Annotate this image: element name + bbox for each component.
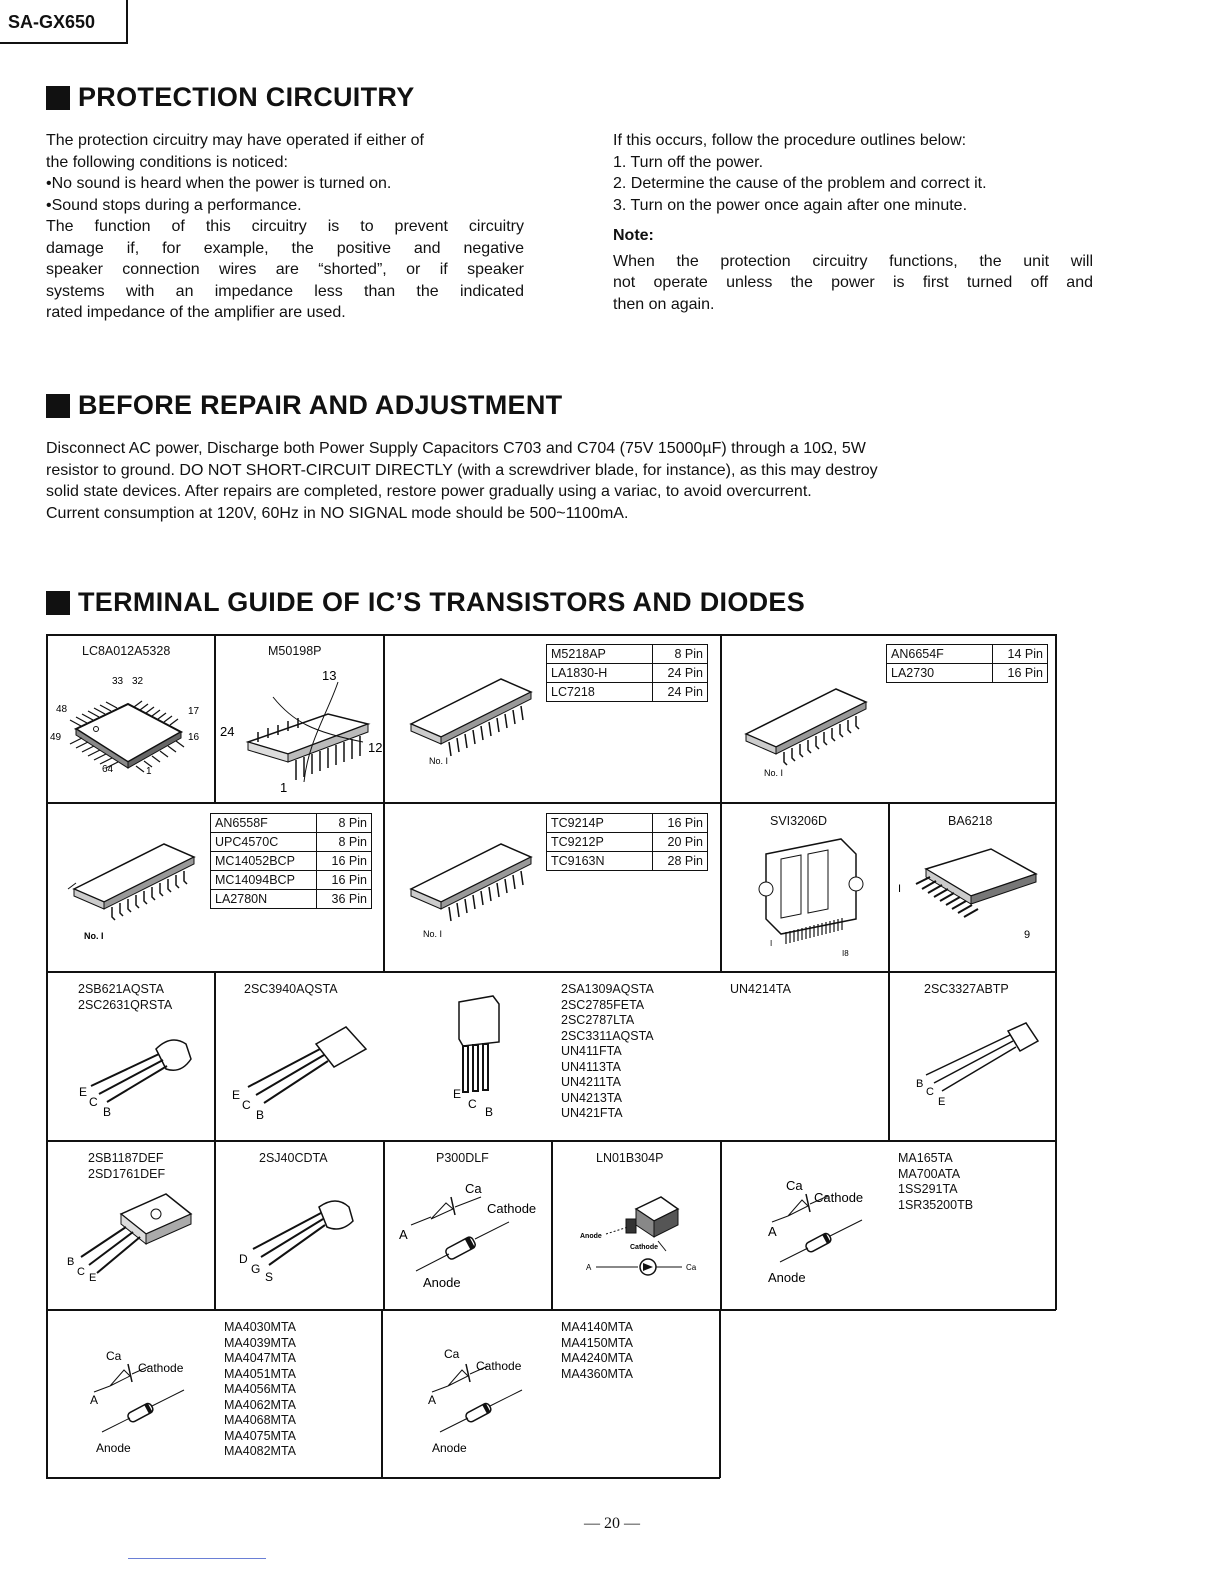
pin-label: E — [938, 1096, 946, 1108]
list-item: MA4360MTA — [561, 1366, 634, 1381]
terminal-label: Anode — [768, 1270, 806, 1285]
text-line: 1. Turn off the power. — [613, 153, 764, 171]
diode-drawing — [418, 1344, 558, 1459]
list-item: 2SA1309AQSTA — [561, 982, 654, 996]
part-label: 2SC2631QRSTA — [78, 998, 173, 1012]
list-item: MA4051MTA — [224, 1366, 297, 1381]
part-label: LN01B304P — [596, 1151, 664, 1165]
pin-label: E — [232, 1088, 241, 1102]
table-cell: LA2730 — [887, 664, 993, 683]
pin-number: 16 — [188, 732, 200, 743]
text-line: When the protection circuitry functions, the unit will — [613, 252, 1093, 270]
table-cell: 8 Pin — [653, 645, 708, 664]
list-item: MA4068MTA — [224, 1413, 297, 1427]
list-item: 1SS291TA — [898, 1182, 958, 1196]
grid-line — [214, 971, 216, 1140]
terminal-label: Anode — [580, 1233, 602, 1240]
list-item: MA4082MTA — [224, 1444, 297, 1458]
dip-ic-drawing — [401, 664, 561, 774]
table-cell: TC9212P — [547, 833, 653, 852]
pin-number: 49 — [50, 732, 62, 743]
grid-line — [720, 802, 722, 971]
part-list — [224, 1320, 296, 1460]
text-line: •No sound is heard when the power is turned on. — [46, 175, 392, 192]
table-cell: LC7218 — [547, 683, 653, 702]
terminal-guide-grid — [46, 634, 1056, 1479]
text-line: rated impedance of the amplifier are used. — [46, 304, 346, 321]
text-line: solid state devices. After repairs are completed, restore power gradually using a variac, to avoid overcurrent. — [46, 483, 812, 500]
grid-line — [719, 1309, 721, 1478]
transistor-drawing — [226, 1019, 376, 1124]
note-label: Note: — [613, 227, 654, 244]
section-heading-terminal-guide — [46, 587, 805, 618]
text-line: If this occurs, follow the procedure outlines below: — [613, 132, 967, 149]
pin-number: 32 — [132, 676, 144, 687]
led-drawing — [566, 1179, 716, 1289]
pin-number: I8 — [842, 949, 849, 958]
grid-line — [214, 1140, 216, 1309]
sop-ic-drawing — [736, 674, 896, 784]
pin-number: 48 — [56, 704, 68, 715]
pin-label: B — [485, 1105, 494, 1119]
pin-number: 33 — [112, 676, 124, 687]
grid-line — [383, 634, 385, 803]
pin-label: B — [103, 1105, 112, 1119]
pin-count-table — [546, 813, 708, 871]
pin-number: 1 — [280, 780, 288, 795]
model-number: SA-GX650 — [0, 0, 128, 44]
part-label: UN4214TA — [730, 982, 791, 996]
protection-left-text — [46, 130, 524, 324]
table-cell: 24 Pin — [653, 664, 708, 683]
table-cell: TC9163N — [547, 852, 653, 871]
list-item: MA4047MTA — [224, 1351, 297, 1365]
table-row — [211, 871, 372, 890]
list-item: MA700ATA — [898, 1166, 961, 1181]
transistor-drawing — [908, 1019, 1053, 1119]
heading-square-marker — [46, 86, 70, 110]
part-label: P300DLF — [436, 1151, 489, 1165]
sop-ic-drawing — [64, 829, 224, 944]
pin-label: C — [77, 1266, 85, 1278]
table-cell: 14 Pin — [993, 645, 1048, 664]
list-item: 2SC2787LTA — [561, 1013, 635, 1027]
table-row — [547, 683, 708, 702]
table-cell: 36 Pin — [317, 890, 372, 909]
pin-label: C — [926, 1086, 934, 1098]
pin-number: I — [770, 939, 773, 948]
pin-one-marker: No. I — [429, 756, 449, 766]
grid-line — [46, 802, 1056, 804]
pin-label: D — [239, 1252, 248, 1266]
dip-ic-drawing — [218, 662, 383, 797]
text-line: The function of this circuitry is to prevent circuitry — [46, 218, 524, 235]
before-repair-text — [46, 438, 1091, 524]
pin-label: C — [242, 1098, 251, 1112]
pin-count-table — [886, 644, 1048, 683]
text-line: the following conditions is noticed: — [46, 153, 288, 171]
terminal-label: Ca — [106, 1349, 122, 1363]
terminal-label: Ca — [686, 1263, 697, 1272]
before-repair-title: BEFORE REPAIR AND ADJUSTMENT — [78, 390, 563, 420]
terminal-label: Cathode — [487, 1201, 537, 1216]
list-item: MA4030MTA — [224, 1320, 297, 1334]
diode-drawing — [391, 1179, 551, 1294]
list-item: 2SC2785FETA — [561, 997, 645, 1012]
pin-number: 64 — [102, 764, 114, 775]
dip-ic-drawing — [401, 829, 561, 944]
part-label: SVI3206D — [770, 814, 827, 828]
list-item: UN421FTA — [561, 1106, 623, 1120]
text-line: speaker connection wires are “shorted”, or if speaker — [46, 261, 524, 278]
table-cell: AN6654F — [887, 645, 993, 664]
table-row — [211, 852, 372, 871]
table-row — [211, 890, 372, 909]
text-line: •Sound stops during a performance. — [46, 196, 302, 214]
part-label: M50198P — [268, 644, 322, 658]
pin-label: E — [89, 1272, 97, 1284]
hybrid-ic-drawing — [746, 834, 876, 959]
list-item: MA4140MTA — [561, 1320, 634, 1334]
pin-label: B — [67, 1256, 75, 1268]
pin-number: 24 — [220, 724, 235, 739]
part-label: 2SB621AQSTA — [78, 982, 164, 996]
table-row — [547, 645, 708, 664]
heading-square-marker — [46, 394, 70, 418]
table-cell: 16 Pin — [317, 871, 372, 890]
diode-drawing — [80, 1344, 220, 1459]
part-label: 2SB1187DEF — [88, 1151, 164, 1165]
list-item: MA4056MTA — [224, 1382, 297, 1396]
grid-line — [46, 1477, 720, 1479]
part-label: 2SC3327ABTP — [924, 982, 1009, 996]
list-item: 1SR35200TB — [898, 1197, 974, 1212]
terminal-label: Anode — [423, 1275, 461, 1290]
part-label: 2SC3940AQSTA — [244, 982, 338, 996]
terminal-label: Cathode — [814, 1190, 864, 1205]
terminal-label: Cathode — [138, 1361, 184, 1375]
text-line: 2. Determine the cause of the problem and correct it. — [613, 175, 987, 192]
diode-drawing — [758, 1174, 898, 1289]
table-row — [887, 645, 1048, 664]
pin-number: 12 — [368, 740, 383, 755]
pin-one-marker: No. I — [764, 768, 784, 778]
terminal-label: Ca — [465, 1181, 482, 1196]
terminal-label: A — [399, 1227, 408, 1242]
table-cell: LA1830-H — [547, 664, 653, 683]
pin-label: E — [79, 1085, 88, 1099]
grid-line — [720, 634, 722, 803]
heading-square-marker — [46, 591, 70, 615]
table-row — [547, 833, 708, 852]
text-line: 3. Turn on the power once again after one minute. — [613, 196, 968, 214]
terminal-label: Anode — [96, 1441, 131, 1455]
list-item: 2SC3311AQSTA — [561, 1028, 654, 1043]
table-row — [211, 833, 372, 852]
part-label: BA6218 — [948, 814, 993, 828]
terminal-label: Cathode — [476, 1359, 522, 1373]
terminal-guide-title: TERMINAL GUIDE OF IC’S TRANSISTORS AND DIODES — [78, 587, 806, 617]
grid-line — [46, 634, 1056, 636]
terminal-label: Cathode — [630, 1244, 658, 1251]
grid-line — [214, 634, 216, 803]
pin-label: S — [265, 1270, 274, 1284]
qfp-ic-drawing — [50, 674, 206, 794]
table-cell: 8 Pin — [317, 814, 372, 833]
pin-count-table — [210, 813, 372, 909]
pin-label: G — [251, 1262, 261, 1276]
text-line: resistor to ground. DO NOT SHORT-CIRCUIT DIRECTLY (with a screwdriver blade, for instance), as this may destroy — [46, 461, 878, 479]
part-label: 2SD1761DEF — [88, 1167, 166, 1181]
text-line: Current consumption at 120V, 60Hz in NO SIGNAL mode should be 500~1100mA. — [46, 504, 629, 522]
list-item: MA4240MTA — [561, 1351, 634, 1365]
transistor-drawing — [441, 994, 511, 1124]
protection-title: PROTECTION CIRCUITRY — [78, 82, 415, 112]
pin-count-table — [546, 644, 708, 702]
section-heading-before-repair — [46, 390, 562, 421]
table-cell: 16 Pin — [653, 814, 708, 833]
table-cell: 28 Pin — [653, 852, 708, 871]
fet-drawing — [231, 1189, 381, 1289]
protection-right-text — [613, 130, 1093, 315]
list-item: UN4113TA — [561, 1059, 621, 1074]
list-item: UN411FTA — [561, 1044, 622, 1058]
terminal-label: Anode — [432, 1441, 467, 1455]
terminal-label: A — [90, 1393, 99, 1407]
text-line: Disconnect AC power, Discharge both Power Supply Capacitors C703 and C704 (75V 15000µF) through a 10Ω, 5W — [46, 440, 866, 457]
text-line: then on again. — [613, 295, 715, 313]
part-label: LC8A012A5328 — [82, 644, 171, 658]
terminal-label: A — [768, 1224, 777, 1239]
sip-ic-drawing — [896, 844, 1056, 944]
table-cell: 16 Pin — [993, 664, 1048, 683]
table-cell: M5218AP — [547, 645, 653, 664]
page-number: — 20 — — [584, 1515, 640, 1532]
pin-number: 13 — [322, 668, 337, 683]
table-cell: AN6558F — [211, 814, 317, 833]
pin-label: E — [453, 1087, 462, 1101]
pin-label: B — [916, 1078, 924, 1090]
pin-number: I — [898, 883, 902, 895]
pin-number: 9 — [1024, 929, 1031, 941]
part-label: 2SJ40CDTA — [259, 1151, 328, 1165]
pin-label: C — [468, 1097, 477, 1111]
list-item: MA4062MTA — [224, 1397, 297, 1412]
list-item: MA4150MTA — [561, 1335, 634, 1350]
transistor-drawing — [71, 1024, 211, 1124]
power-transistor-drawing — [61, 1189, 211, 1289]
list-item: MA4039MTA — [224, 1335, 297, 1350]
terminal-label: Ca — [444, 1347, 460, 1361]
grid-line — [720, 1140, 722, 1309]
table-cell: 20 Pin — [653, 833, 708, 852]
list-item: MA4075MTA — [224, 1428, 297, 1443]
grid-line — [1055, 634, 1057, 1310]
text-line: systems with an impedance less than the indicated — [46, 282, 524, 300]
grid-line — [381, 1309, 383, 1478]
grid-line — [888, 971, 890, 1140]
footer-rule — [128, 1558, 266, 1559]
pin-number: 1 — [146, 766, 152, 777]
pin-label: B — [256, 1108, 265, 1122]
terminal-label: A — [428, 1393, 437, 1407]
section-heading-protection — [46, 82, 415, 113]
table-cell: TC9214P — [547, 814, 653, 833]
text-line: The protection circuitry may have operated if either of — [46, 132, 424, 149]
terminal-label: Ca — [786, 1178, 803, 1193]
list-item: UN4211TA — [561, 1075, 621, 1089]
grid-line — [46, 634, 48, 1479]
table-cell: MC14094BCP — [211, 871, 317, 890]
table-cell: 24 Pin — [653, 683, 708, 702]
list-item: MA165TA — [898, 1151, 953, 1165]
text-line: not operate unless the power is first turned off and — [613, 274, 1093, 291]
grid-line — [888, 802, 890, 971]
grid-line — [383, 1140, 385, 1309]
grid-line — [46, 971, 1056, 973]
terminal-label: A — [586, 1263, 592, 1272]
part-list — [561, 982, 654, 1122]
table-cell: 8 Pin — [317, 833, 372, 852]
pin-number: 17 — [188, 706, 200, 717]
pin-one-marker: No. I — [84, 931, 104, 941]
table-cell: MC14052BCP — [211, 852, 317, 871]
table-row — [547, 852, 708, 871]
table-row — [887, 664, 1048, 683]
table-row — [547, 664, 708, 683]
part-list — [561, 1320, 633, 1382]
table-row — [211, 814, 372, 833]
grid-line — [46, 1309, 1056, 1311]
table-cell: 16 Pin — [317, 852, 372, 871]
pin-label: C — [89, 1095, 98, 1109]
grid-line — [383, 802, 385, 971]
pin-one-marker: No. I — [423, 929, 443, 939]
table-row — [547, 814, 708, 833]
grid-line — [551, 1140, 553, 1309]
part-list — [898, 1151, 973, 1213]
text-line: damage if, for example, the positive and negative — [46, 239, 524, 257]
list-item: UN4213TA — [561, 1090, 622, 1105]
table-cell: LA2780N — [211, 890, 317, 909]
table-cell: UPC4570C — [211, 833, 317, 852]
